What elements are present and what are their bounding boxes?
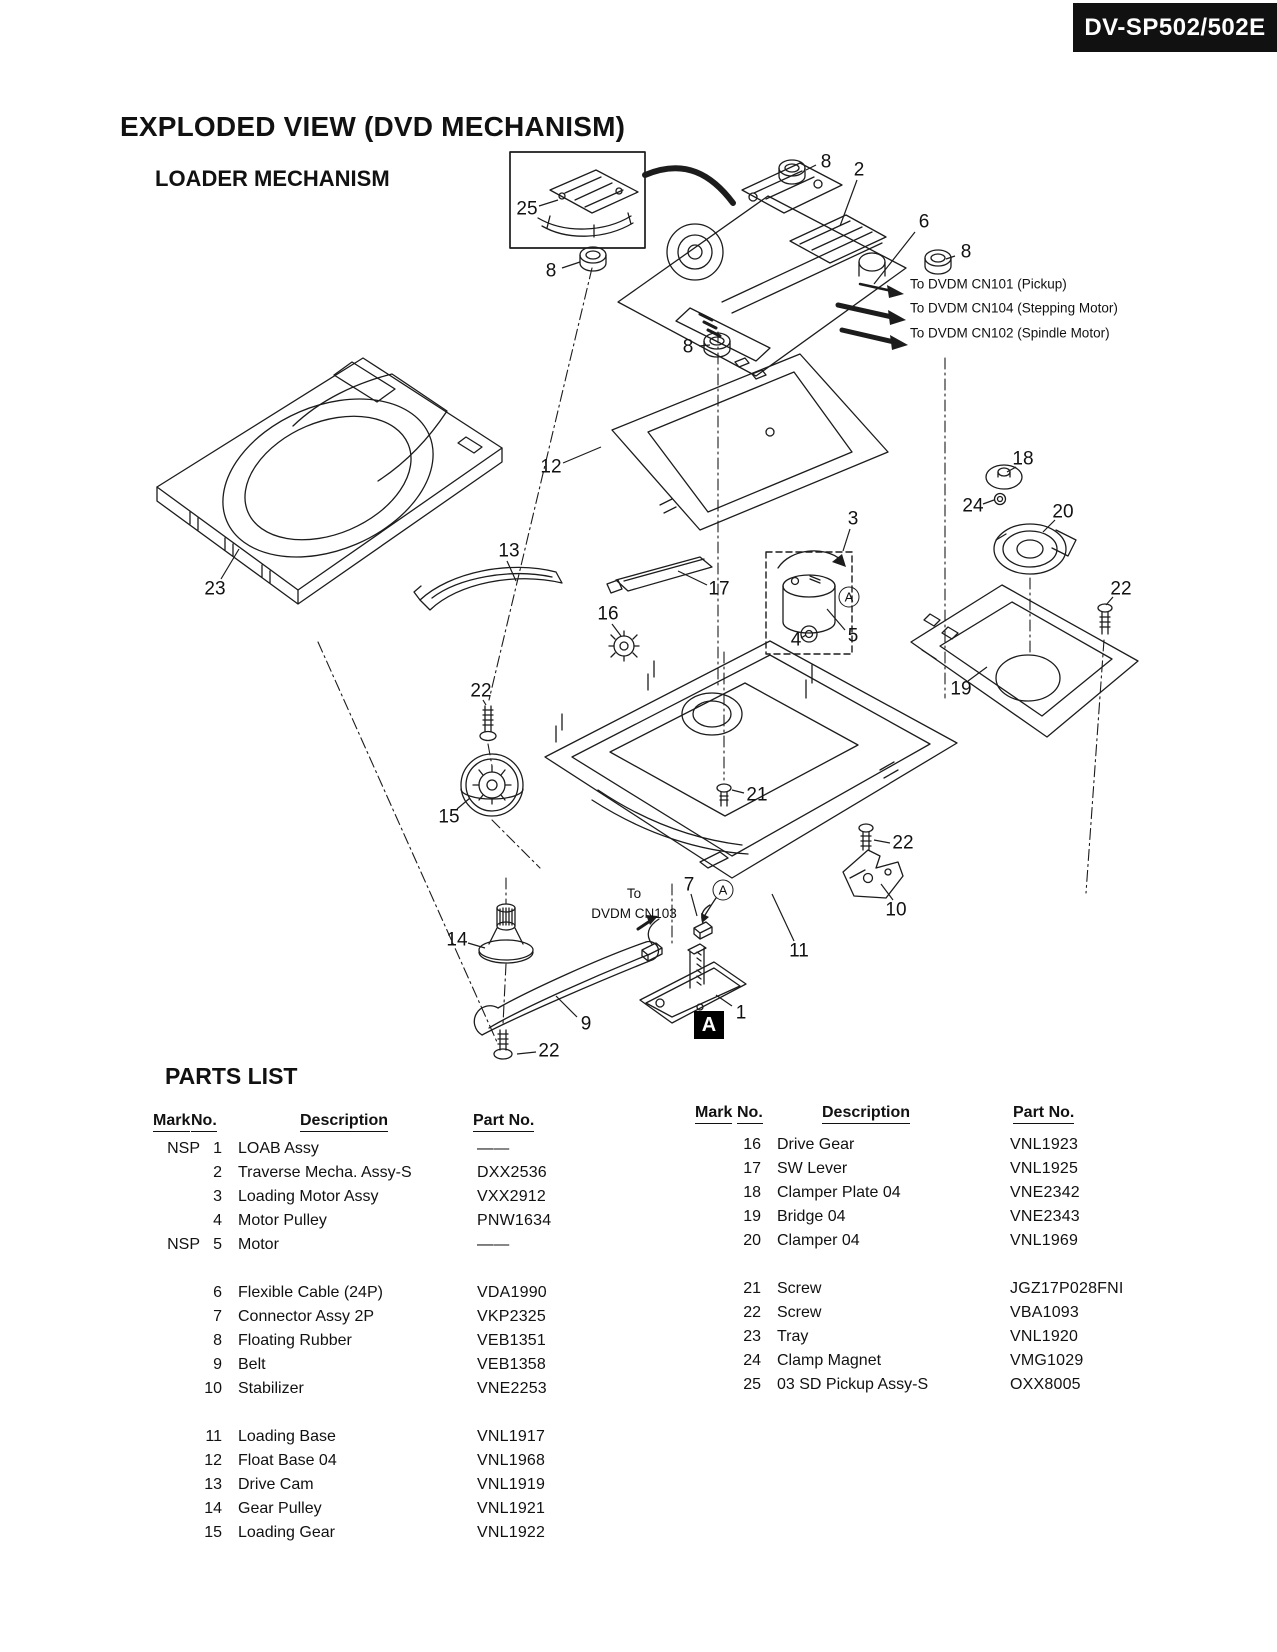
parts-row bbox=[143, 1377, 573, 1401]
cell-no: 9 bbox=[213, 1356, 222, 1373]
cell-no: 13 bbox=[204, 1476, 222, 1493]
cell-part: —— bbox=[477, 1236, 510, 1253]
cell-no: 12 bbox=[204, 1452, 222, 1469]
cell-no: 11 bbox=[205, 1428, 222, 1445]
cell-no: 24 bbox=[743, 1352, 761, 1369]
parts-row bbox=[143, 1425, 573, 1449]
cell-part: PNW1634 bbox=[477, 1212, 552, 1229]
cell-desc: Drive Cam bbox=[238, 1476, 314, 1493]
cell-desc: Flexible Cable (24P) bbox=[238, 1284, 383, 1301]
section-title: LOADER MECHANISM bbox=[155, 166, 390, 192]
cell-no: 16 bbox=[743, 1136, 761, 1153]
parts-row bbox=[695, 1181, 1125, 1205]
callout-label-18: 18 bbox=[1012, 448, 1034, 470]
cell-desc: Floating Rubber bbox=[238, 1332, 352, 1349]
parts-row bbox=[695, 1229, 1125, 1253]
cell-part: VMG1029 bbox=[1010, 1352, 1084, 1369]
cn103-line1: To bbox=[626, 886, 642, 901]
parts-row bbox=[143, 1137, 573, 1161]
callout-label-14: 14 bbox=[446, 929, 468, 951]
cell-desc: LOAB Assy bbox=[238, 1140, 319, 1157]
cell-desc: Drive Gear bbox=[777, 1136, 855, 1153]
callout-label-3: 3 bbox=[847, 508, 859, 530]
parts-row bbox=[695, 1277, 1125, 1301]
cell-desc: Bridge 04 bbox=[777, 1208, 846, 1225]
cell-part: VNL1917 bbox=[477, 1428, 546, 1445]
cell-no: 7 bbox=[213, 1308, 222, 1325]
col-header-description-left: Description bbox=[300, 1112, 388, 1132]
page-title: EXPLODED VIEW (DVD MECHANISM) bbox=[120, 110, 626, 142]
cell-no: 8 bbox=[213, 1332, 222, 1349]
callout-label-11: 11 bbox=[789, 940, 809, 962]
parts-row bbox=[695, 1133, 1125, 1157]
parts-row bbox=[143, 1161, 573, 1185]
wire-label-1: To DVDM CN104 (Stepping Motor) bbox=[910, 300, 1118, 316]
callout-label-23: 23 bbox=[204, 578, 226, 600]
callout-label-7: 7 bbox=[683, 874, 695, 896]
cell-no: 21 bbox=[743, 1280, 761, 1297]
cell-desc: 03 SD Pickup Assy-S bbox=[777, 1376, 929, 1393]
parts-row bbox=[143, 1449, 573, 1473]
wire-label-0: To DVDM CN101 (Pickup) bbox=[910, 276, 1067, 292]
cell-part: DXX2536 bbox=[477, 1164, 547, 1181]
cell-no: 17 bbox=[743, 1160, 761, 1177]
cell-no: 10 bbox=[204, 1380, 222, 1397]
parts-row bbox=[143, 1209, 573, 1233]
cell-desc: Loading Base bbox=[238, 1428, 336, 1445]
col-header-mark-right: Mark bbox=[695, 1104, 732, 1124]
callout-label-24: 24 bbox=[962, 495, 984, 517]
cell-no: 2 bbox=[213, 1164, 222, 1181]
cell-desc: Loading Gear bbox=[238, 1524, 335, 1541]
cell-part: VNL1923 bbox=[1010, 1136, 1079, 1153]
col-header-no-left: No. bbox=[191, 1112, 217, 1132]
floating-rubber-icons bbox=[580, 160, 951, 357]
cell-mark: NSP bbox=[167, 1140, 200, 1157]
callout-label-8: 8 bbox=[682, 336, 694, 358]
cell-no: 14 bbox=[204, 1500, 222, 1517]
callout-label-8: 8 bbox=[545, 260, 557, 282]
callout-label-8: 8 bbox=[960, 241, 972, 263]
callout-label-22: 22 bbox=[892, 832, 914, 854]
callout-label-19: 19 bbox=[950, 678, 972, 700]
callout-label-4: 4 bbox=[790, 629, 802, 651]
callout-label-2: 2 bbox=[853, 159, 865, 181]
parts-row bbox=[143, 1329, 573, 1353]
parts-row bbox=[143, 1305, 573, 1329]
col-header-description-right: Description bbox=[822, 1104, 910, 1124]
cell-part: VNE2343 bbox=[1010, 1208, 1080, 1225]
cell-desc: Connector Assy 2P bbox=[238, 1308, 375, 1325]
cell-part: VDA1990 bbox=[477, 1284, 547, 1301]
cell-part: VXX2912 bbox=[477, 1188, 547, 1205]
cell-no: 6 bbox=[213, 1284, 222, 1301]
cell-desc: SW Lever bbox=[777, 1160, 848, 1177]
cell-desc: Clamper Plate 04 bbox=[777, 1184, 901, 1201]
section-marker-a: A bbox=[694, 1011, 724, 1039]
callout-label-22: 22 bbox=[470, 680, 492, 702]
cell-desc: Screw bbox=[777, 1280, 822, 1297]
parts-row bbox=[143, 1233, 573, 1257]
parts-row bbox=[695, 1205, 1125, 1229]
cell-part: VNL1919 bbox=[477, 1476, 546, 1493]
cell-part: JGZ17P028FNI bbox=[1010, 1280, 1124, 1297]
circled-a-marker: A bbox=[839, 587, 860, 608]
callout-label-22: 22 bbox=[1110, 578, 1132, 600]
col-header-no-right: No. bbox=[737, 1104, 763, 1124]
cell-part: VNL1921 bbox=[477, 1500, 546, 1517]
callout-label-5: 5 bbox=[847, 625, 859, 647]
cell-part: VNL1920 bbox=[1010, 1328, 1079, 1345]
cell-desc: Belt bbox=[238, 1356, 266, 1373]
callout-label-17: 17 bbox=[708, 578, 730, 600]
cell-desc: Clamper 04 bbox=[777, 1232, 860, 1249]
cell-no: 3 bbox=[213, 1188, 222, 1205]
cell-desc: Float Base 04 bbox=[238, 1452, 337, 1469]
cell-no: 15 bbox=[204, 1524, 222, 1541]
wire-label-2: To DVDM CN102 (Spindle Motor) bbox=[910, 325, 1110, 341]
callout-label-13: 13 bbox=[498, 540, 520, 562]
col-header-partno-left: Part No. bbox=[473, 1112, 534, 1132]
cell-no: 18 bbox=[743, 1184, 761, 1201]
callout-label-22: 22 bbox=[538, 1040, 560, 1062]
parts-table-right bbox=[695, 1133, 1125, 1397]
cell-part: OXX8005 bbox=[1010, 1376, 1081, 1393]
parts-row bbox=[143, 1473, 573, 1497]
cell-part: VKP2325 bbox=[477, 1308, 547, 1325]
cell-desc: Screw bbox=[777, 1304, 822, 1321]
parts-row bbox=[143, 1185, 573, 1209]
cell-no: 19 bbox=[743, 1208, 761, 1225]
cell-desc: Loading Motor Assy bbox=[238, 1188, 379, 1205]
circled-a-marker: A bbox=[713, 880, 734, 901]
callout-label-8: 8 bbox=[820, 151, 832, 173]
callout-label-1: 1 bbox=[735, 1002, 747, 1024]
parts-list-heading: PARTS LIST bbox=[165, 1063, 298, 1090]
parts-row bbox=[695, 1349, 1125, 1373]
cell-part: VNL1968 bbox=[477, 1452, 546, 1469]
cell-part: VNL1969 bbox=[1010, 1232, 1079, 1249]
cell-no: 4 bbox=[213, 1212, 222, 1229]
cell-mark: NSP bbox=[167, 1236, 200, 1253]
parts-row bbox=[143, 1497, 573, 1521]
cell-desc: Tray bbox=[777, 1328, 809, 1345]
cell-no: 22 bbox=[743, 1304, 761, 1321]
callout-label-21: 21 bbox=[746, 784, 768, 806]
cn103-line2: DVDM CN103 bbox=[591, 905, 677, 921]
cell-desc: Stabilizer bbox=[238, 1380, 304, 1397]
model-banner: DV-SP502/502E bbox=[1073, 3, 1277, 52]
parts-row bbox=[695, 1373, 1125, 1397]
cell-desc: Gear Pulley bbox=[238, 1500, 322, 1517]
callout-label-16: 16 bbox=[597, 603, 619, 625]
callout-label-25: 25 bbox=[516, 198, 538, 220]
cell-no: 23 bbox=[743, 1328, 761, 1345]
cell-no: 25 bbox=[743, 1376, 761, 1393]
cell-desc: Clamp Magnet bbox=[777, 1352, 882, 1369]
cn103-wire-label bbox=[591, 884, 677, 923]
callout-label-6: 6 bbox=[918, 211, 930, 233]
parts-row bbox=[143, 1521, 573, 1545]
col-header-partno-right: Part No. bbox=[1013, 1104, 1074, 1124]
cell-part: VEB1358 bbox=[477, 1356, 547, 1373]
col-header-mark-left: Mark bbox=[153, 1112, 190, 1132]
callout-label-15: 15 bbox=[438, 806, 460, 828]
callout-label-10: 10 bbox=[885, 899, 907, 921]
cell-part: VNL1922 bbox=[477, 1524, 546, 1541]
cell-no: 1 bbox=[213, 1140, 222, 1157]
cell-part: —— bbox=[477, 1140, 510, 1157]
parts-row bbox=[695, 1301, 1125, 1325]
cell-part: VEB1351 bbox=[477, 1332, 547, 1349]
parts-row bbox=[143, 1281, 573, 1305]
cell-no: 5 bbox=[213, 1236, 222, 1253]
wire-arrows bbox=[838, 284, 908, 350]
cell-part: VBA1093 bbox=[1010, 1304, 1080, 1321]
callout-label-12: 12 bbox=[540, 456, 562, 478]
cell-no: 20 bbox=[743, 1232, 761, 1249]
cell-part: VNL1925 bbox=[1010, 1160, 1079, 1177]
callout-label-20: 20 bbox=[1052, 501, 1074, 523]
parts-row bbox=[143, 1353, 573, 1377]
parts-row bbox=[695, 1325, 1125, 1349]
callout-label-9: 9 bbox=[580, 1013, 592, 1035]
parts-table-left bbox=[143, 1137, 573, 1545]
cell-desc: Motor Pulley bbox=[238, 1212, 327, 1229]
cell-part: VNE2342 bbox=[1010, 1184, 1080, 1201]
cell-part: VNE2253 bbox=[477, 1380, 547, 1397]
cell-desc: Traverse Mecha. Assy-S bbox=[238, 1164, 412, 1181]
parts-row bbox=[695, 1157, 1125, 1181]
cell-desc: Motor bbox=[238, 1236, 279, 1253]
